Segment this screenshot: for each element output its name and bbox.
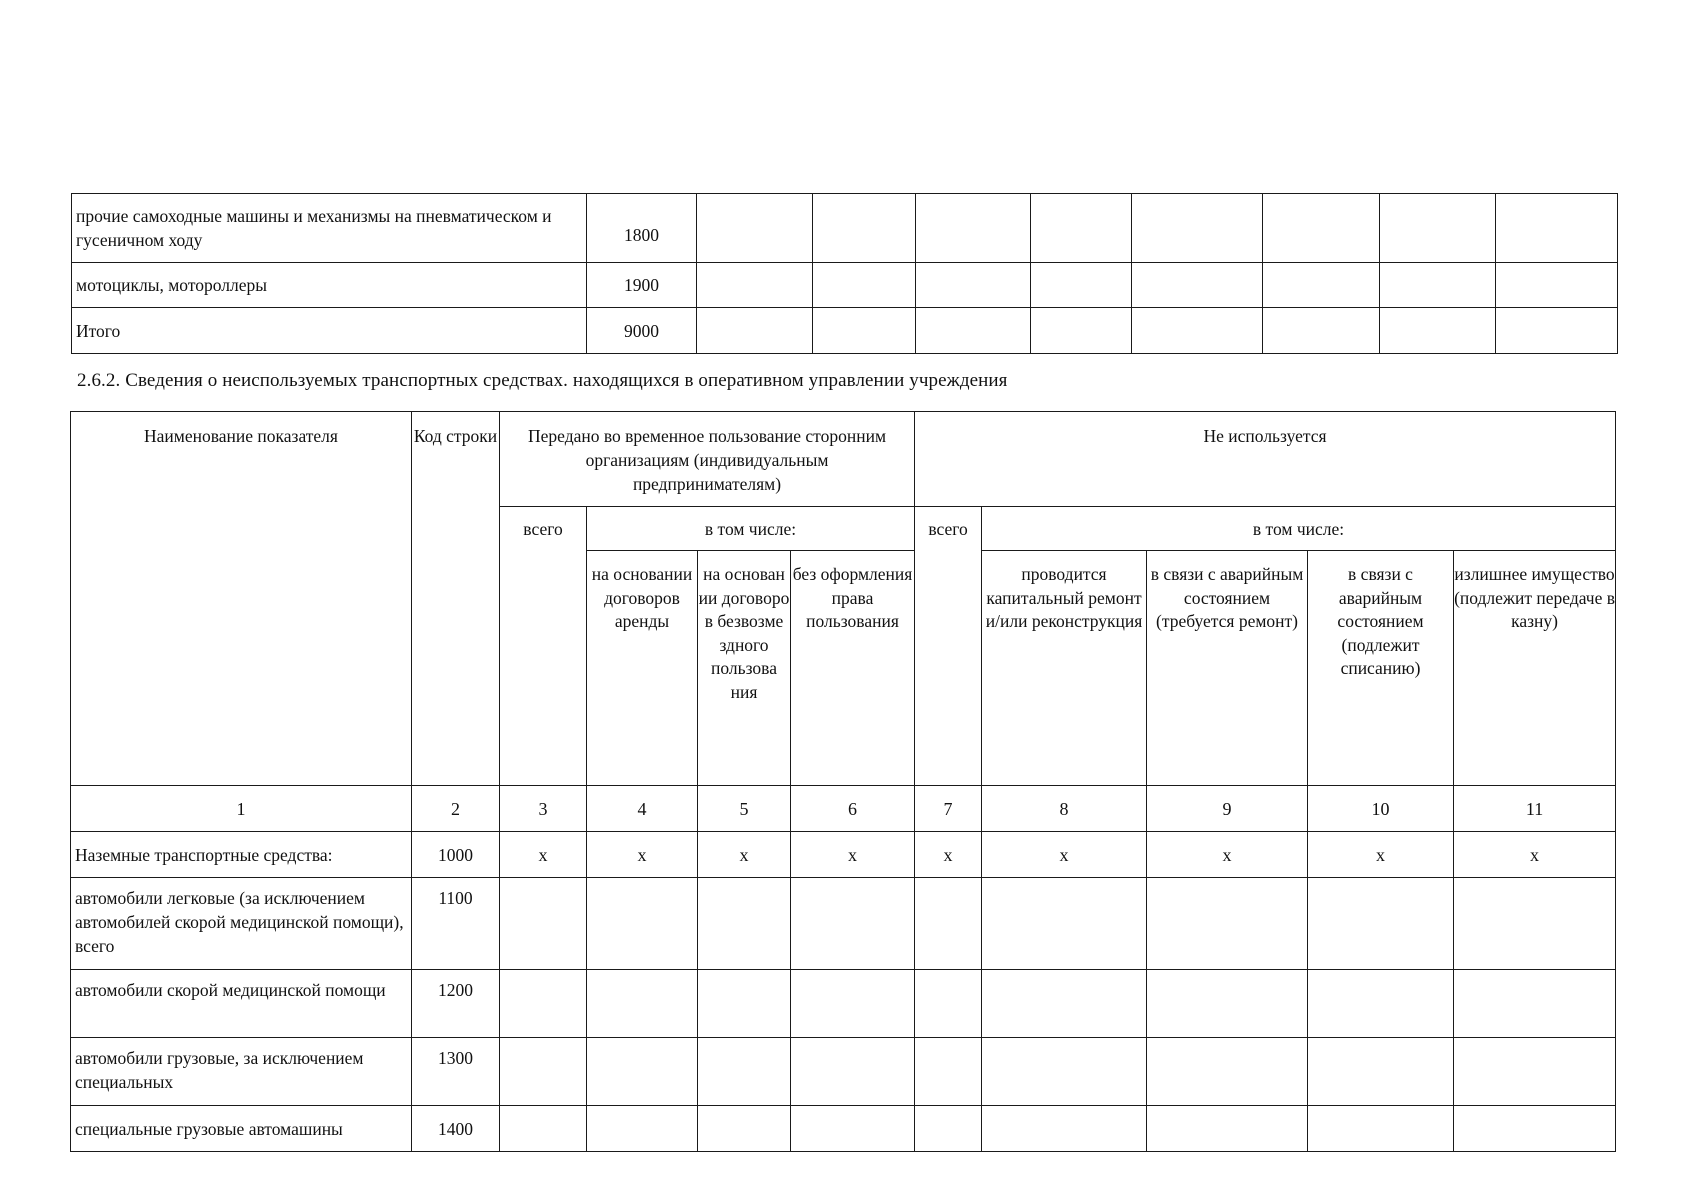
header-row-code: Код строки [412, 412, 500, 786]
value-cell [1031, 308, 1132, 354]
header-emergency-repair: в связи с аварийным состоянием (требуется ремонт) [1147, 551, 1308, 786]
column-number: 8 [982, 786, 1147, 832]
not-applicable-mark: x [698, 832, 791, 878]
value-cell [916, 263, 1031, 308]
value-cell [1031, 263, 1132, 308]
value-cell [1380, 194, 1496, 263]
not-applicable-mark: x [915, 832, 982, 878]
value-cell [915, 1106, 982, 1152]
row-name: прочие самоходные машины и механизмы на пневматическом и гусеничном ходу [72, 194, 587, 263]
value-cell [813, 263, 916, 308]
value-cell [587, 1106, 698, 1152]
value-cell [1132, 263, 1263, 308]
row-name: автомобили скорой медицинской помощи [71, 970, 412, 1038]
value-cell [698, 1038, 791, 1106]
header-transferred-label: Передано во временное пользование сторонним организациям (индивидуальным предпринимателям) [528, 426, 887, 494]
value-cell [1496, 194, 1618, 263]
not-applicable-mark: x [982, 832, 1147, 878]
header-indicator-name: Наименование показателя [71, 412, 412, 786]
row-name: мотоциклы, мотороллеры [72, 263, 587, 308]
header-not-used: Не используется [915, 412, 1616, 507]
value-cell [1031, 194, 1132, 263]
row-name: Итого [72, 308, 587, 354]
column-number: 1 [71, 786, 412, 832]
value-cell [1263, 263, 1380, 308]
value-cell [1308, 1038, 1454, 1106]
value-cell [982, 970, 1147, 1038]
header-including-transferred: в том числе: [587, 507, 915, 551]
row-name: Наземные транспортные средства: [71, 832, 412, 878]
value-cell [500, 1106, 587, 1152]
row-code: 1000 [412, 832, 500, 878]
value-cell [500, 1038, 587, 1106]
value-cell [698, 1106, 791, 1152]
value-cell [1454, 1038, 1616, 1106]
not-applicable-mark: x [1308, 832, 1454, 878]
header-emergency-writeoff: в связи с аварийным состоянием (подлежит списанию) [1308, 551, 1454, 786]
value-cell [1380, 263, 1496, 308]
header-no-rights: без оформления права пользования [791, 551, 915, 786]
column-number: 6 [791, 786, 915, 832]
table-row [72, 194, 1618, 263]
value-cell [1147, 970, 1308, 1038]
value-cell [1308, 970, 1454, 1038]
value-cell [587, 878, 698, 970]
column-number: 4 [587, 786, 698, 832]
value-cell [697, 263, 813, 308]
value-cell [813, 194, 916, 263]
column-number-row [71, 786, 1616, 832]
value-cell [698, 970, 791, 1038]
row-name: автомобили грузовые, за исключением специальных [71, 1038, 412, 1106]
value-cell [1147, 1038, 1308, 1106]
header-lease: на основании договоров аренды [587, 551, 698, 786]
value-cell [1454, 970, 1616, 1038]
row-name: специальные грузовые автомашины [71, 1106, 412, 1152]
value-cell [1454, 1106, 1616, 1152]
value-cell [1147, 1106, 1308, 1152]
table-row [72, 263, 1618, 308]
value-cell [791, 1038, 915, 1106]
value-cell [915, 1038, 982, 1106]
not-applicable-mark: x [500, 832, 587, 878]
table-row [71, 970, 1616, 1038]
value-cell [1308, 878, 1454, 970]
vehicles-table-continuation [71, 193, 1618, 354]
value-cell [1132, 308, 1263, 354]
value-cell [791, 878, 915, 970]
column-number: 9 [1147, 786, 1308, 832]
value-cell [587, 970, 698, 1038]
not-applicable-mark: x [791, 832, 915, 878]
table-row [72, 308, 1618, 354]
value-cell [982, 1106, 1147, 1152]
row-code: 1300 [412, 1038, 500, 1106]
header-total-transferred: всего [500, 507, 587, 786]
column-number: 10 [1308, 786, 1454, 832]
row-code: 1100 [412, 878, 500, 970]
row-code: 1200 [412, 970, 500, 1038]
value-cell [1496, 263, 1618, 308]
header-free-use: на основан ии договоро в безвозме здного пользова ния [698, 551, 791, 786]
not-applicable-mark: x [587, 832, 698, 878]
section-title: 2.6.2. Сведения о неиспользуемых транспортных средствах. находящихся в оперативном управлении учреждения [77, 370, 1008, 391]
column-number: 2 [412, 786, 500, 832]
value-cell [587, 1038, 698, 1106]
value-cell [1454, 878, 1616, 970]
unused-vehicles-table [70, 411, 1616, 1152]
header-row [71, 412, 1616, 507]
table-row [71, 1038, 1616, 1106]
table-row [71, 832, 1616, 878]
value-cell [500, 878, 587, 970]
value-cell [915, 970, 982, 1038]
header-transferred [500, 412, 915, 507]
table-row [71, 878, 1616, 970]
header-including-not-used: в том числе: [982, 507, 1616, 551]
value-cell [697, 194, 813, 263]
value-cell [916, 194, 1031, 263]
column-number: 7 [915, 786, 982, 832]
table-row [71, 1106, 1616, 1152]
header-total-not-used: всего [915, 507, 982, 786]
column-number: 5 [698, 786, 791, 832]
header-surplus: излишнее имущество (подлежит передаче в казну) [1454, 551, 1616, 786]
row-code: 1800 [587, 194, 697, 263]
column-number: 11 [1454, 786, 1616, 832]
value-cell [1263, 194, 1380, 263]
value-cell [1496, 308, 1618, 354]
value-cell [1308, 1106, 1454, 1152]
value-cell [1380, 308, 1496, 354]
value-cell [697, 308, 813, 354]
value-cell [791, 970, 915, 1038]
value-cell [915, 878, 982, 970]
value-cell [982, 878, 1147, 970]
row-code: 1400 [412, 1106, 500, 1152]
header-capital-repair: проводится капитальный ремонт и/или реконструкция [982, 551, 1147, 786]
not-applicable-mark: x [1454, 832, 1616, 878]
value-cell [813, 308, 916, 354]
not-applicable-mark: x [1147, 832, 1308, 878]
value-cell [791, 1106, 915, 1152]
value-cell [1132, 194, 1263, 263]
value-cell [916, 308, 1031, 354]
column-number: 3 [500, 786, 587, 832]
value-cell [500, 970, 587, 1038]
value-cell [698, 878, 791, 970]
value-cell [1147, 878, 1308, 970]
row-code: 1900 [587, 263, 697, 308]
value-cell [982, 1038, 1147, 1106]
value-cell [1263, 308, 1380, 354]
row-code: 9000 [587, 308, 697, 354]
row-name: автомобили легковые (за исключением автомобилей скорой медицинской помощи), всего [71, 878, 412, 970]
